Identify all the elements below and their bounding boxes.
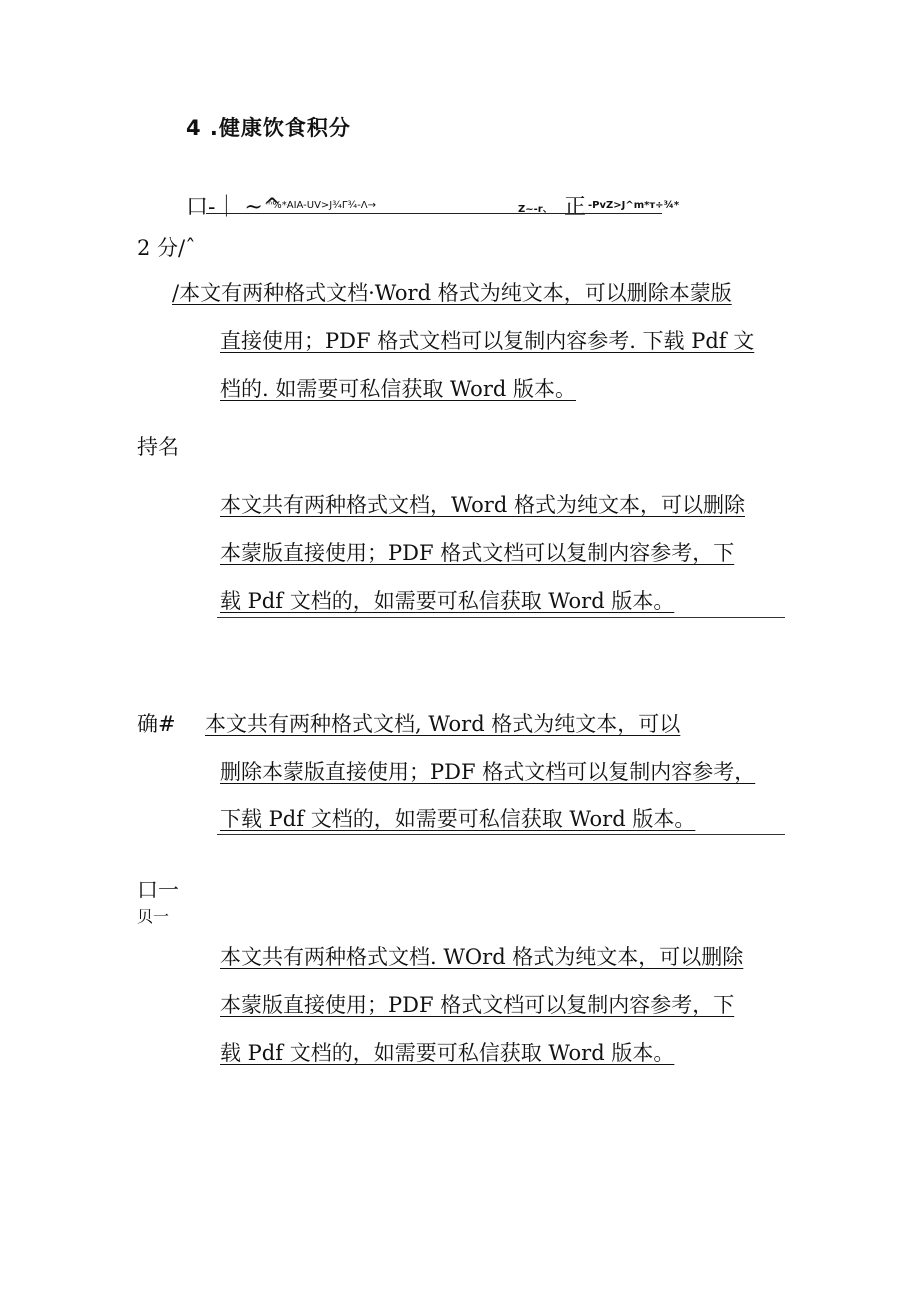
section3-rule <box>217 834 785 835</box>
section4-label-1: 口一 <box>137 878 179 902</box>
section2-line-1: 本文共有两种格式文档，Word 格式为纯文本，可以删除 <box>220 493 745 517</box>
score-label: 2 分/ˆ <box>137 236 196 260</box>
section-heading: 4 .健康饮食积分 <box>186 116 351 140</box>
section2-rule <box>217 617 785 618</box>
garbled-row-underline <box>206 213 662 214</box>
section3-label: 确# <box>137 712 176 736</box>
garbled-text-4: 正 <box>564 195 587 220</box>
section2-line-2: 本蒙版直接使用；PDF 格式文档可以复制内容参考，下 <box>220 541 735 565</box>
section4-line-3: 载 Pdf 文档的，如需要可私信获取 Word 版本。 <box>220 1041 675 1065</box>
section1-line-2: 直接使用；PDF 格式文档可以复制内容参考. 下载 Pdf 文 <box>220 329 755 353</box>
section3-line-1: 本文共有两种格式文档, Word 格式为纯文本，可以 <box>205 712 681 736</box>
garbled-text-3: Z~-r、 <box>518 204 553 215</box>
section2-line-3: 载 Pdf 文档的，如需要可私信获取 Word 版本。 <box>220 589 675 613</box>
section3-line-2: 删除本蒙版直接使用；PDF 格式文档可以复制内容参考， <box>220 760 756 784</box>
garbled-text-2: ᵐ%*AIA-UV>J¾Γ¾-Λ→ <box>266 200 377 211</box>
section4-line-2: 本蒙版直接使用；PDF 格式文档可以复制内容参考，下 <box>220 993 735 1017</box>
section2-label: 持名 <box>137 435 179 459</box>
section4-line-1: 本文共有两种格式文档. WOrd 格式为纯文本，可以删除 <box>220 945 744 969</box>
garbled-text-5: -PvZ>J^m*т÷¾* <box>588 200 680 211</box>
garbled-text-1: 口-｜ ~^ <box>186 195 282 220</box>
section1-line-3: 档的. 如需要可私信获取 Word 版本。 <box>220 377 576 401</box>
section4-label-2: 贝一 <box>137 907 170 926</box>
section3-line-3: 下载 Pdf 文档的，如需要可私信获取 Word 版本。 <box>220 807 696 831</box>
section1-line-1: /本文有两种格式文档·Word 格式为纯文本，可以删除本蒙版 <box>172 281 732 305</box>
